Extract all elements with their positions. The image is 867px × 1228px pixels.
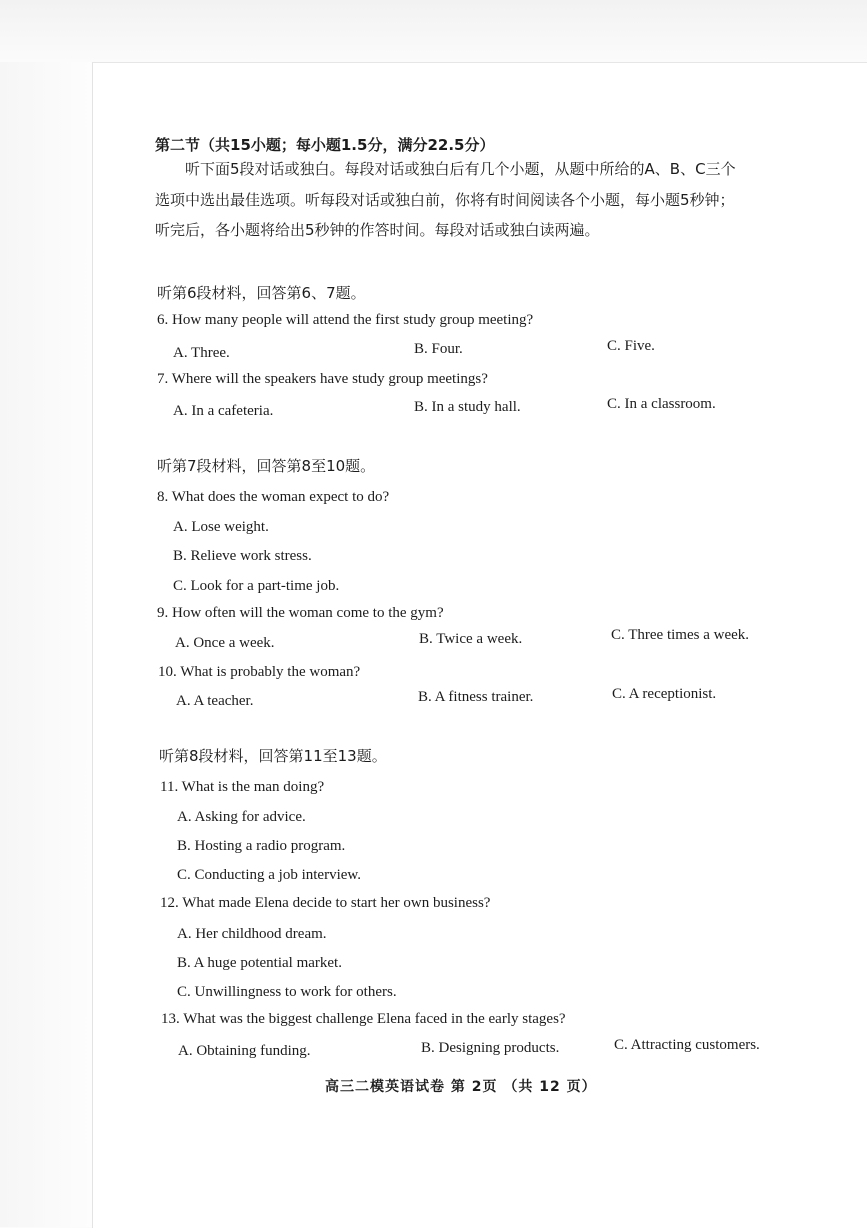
question-6-stem: 6. How many people will attend the first study group meeting? <box>157 312 534 328</box>
group-heading-6: 听第6段材料，回答第6、7题。 <box>157 284 366 302</box>
question-7-option-a: A. In a cafeteria. <box>173 403 274 419</box>
question-11-option-a: A. Asking for advice. <box>177 809 306 825</box>
question-11-stem: 11. What is the man doing? <box>160 779 325 795</box>
instruction-line-2: 选项中选出最佳选项。听每段对话或独白前，你将有时间阅读各个小题，每小题5秒钟； <box>155 191 735 209</box>
question-7-option-b: B. In a study hall. <box>414 399 521 415</box>
question-9-option-b: B. Twice a week. <box>419 631 523 647</box>
question-9-stem: 9. How often will the woman come to the gym? <box>157 605 444 621</box>
question-9-option-c: C. Three times a week. <box>611 627 750 643</box>
question-10-option-a: A. A teacher. <box>176 693 254 709</box>
question-12-option-a: A. Her childhood dream. <box>177 926 327 942</box>
question-9-option-a: A. Once a week. <box>175 635 275 651</box>
scan-margin-left <box>0 0 92 1227</box>
group-heading-7: 听第7段材料，回答第8至10题。 <box>157 457 376 475</box>
question-6-option-c: C. Five. <box>607 338 655 354</box>
question-8-stem: 8. What does the woman expect to do? <box>157 489 390 505</box>
question-11-option-b: B. Hosting a radio program. <box>177 838 346 854</box>
group-heading-8: 听第8段材料，回答第11至13题。 <box>159 747 387 765</box>
question-10-stem: 10. What is probably the woman? <box>158 664 361 680</box>
scan-margin-top <box>0 0 867 62</box>
question-12-option-b: B. A huge potential market. <box>177 955 342 971</box>
question-6-option-b: B. Four. <box>414 341 463 357</box>
question-7-option-c: C. In a classroom. <box>607 396 716 412</box>
question-8-option-a: A. Lose weight. <box>173 519 269 535</box>
question-7-stem: 7. Where will the speakers have study group meetings? <box>157 371 488 387</box>
question-12-stem: 12. What made Elena decide to start her own business? <box>160 895 491 911</box>
question-13-option-c: C. Attracting customers. <box>614 1037 760 1053</box>
question-13-option-a: A. Obtaining funding. <box>178 1043 311 1059</box>
page-footer: 高三二模英语试卷 第 2页 （共 12 页） <box>325 1079 597 1095</box>
section-title: 第二节（共15小题；每小题1.5分，满分22.5分） <box>155 136 495 154</box>
question-13-option-b: B. Designing products. <box>421 1040 560 1056</box>
question-12-option-c: C. Unwillingness to work for others. <box>177 984 397 1000</box>
question-11-option-c: C. Conducting a job interview. <box>177 867 361 883</box>
instruction-line-1: 听下面5段对话或独白。每段对话或独白后有几个小题，从题中所给的A、B、C三个 <box>185 160 736 178</box>
question-13-stem: 13. What was the biggest challenge Elena faced in the early stages? <box>161 1011 566 1027</box>
question-8-option-c: C. Look for a part-time job. <box>173 578 340 594</box>
question-8-option-b: B. Relieve work stress. <box>173 548 312 564</box>
instruction-line-3: 听完后，各小题将给出5秒钟的作答时间。每段对话或独白读两遍。 <box>155 221 600 239</box>
question-6-option-a: A. Three. <box>173 345 230 361</box>
question-10-option-b: B. A fitness trainer. <box>418 689 534 705</box>
question-10-option-c: C. A receptionist. <box>612 686 717 702</box>
